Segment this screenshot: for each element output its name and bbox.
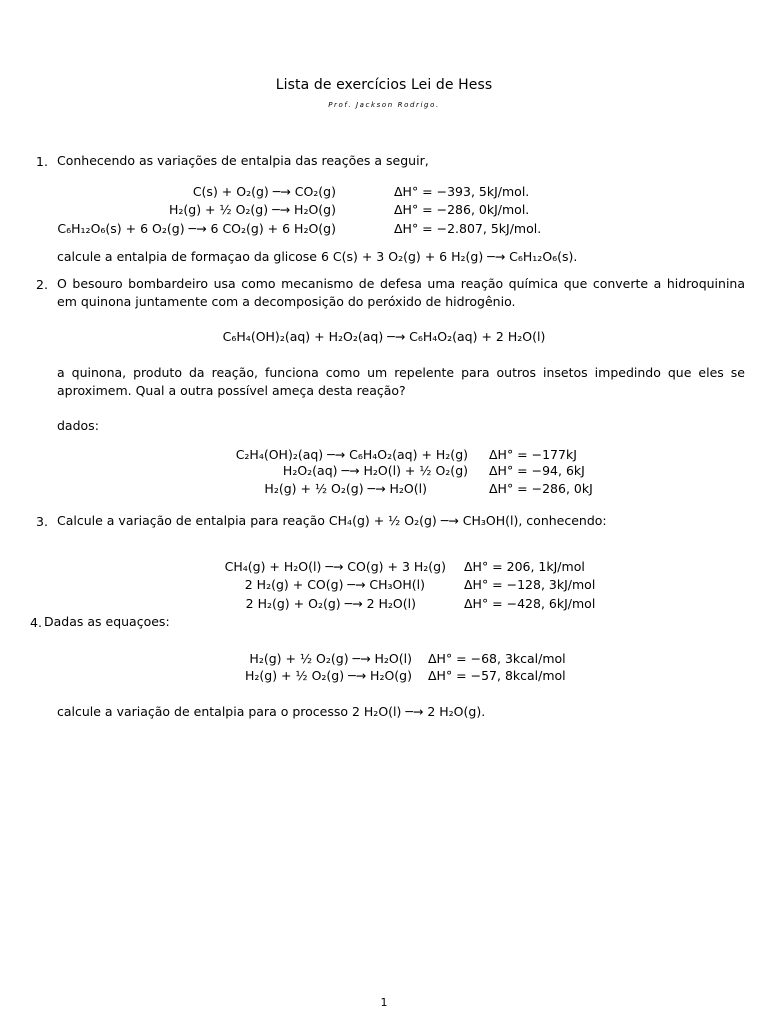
question-3-intro: Calcule a variação de entalpia para reação CH₄(g) + ½ O₂(g) ─→ CH₃OH(l), conhecendo: [57, 513, 607, 528]
page-number: 1 [380, 996, 388, 1009]
q1-enthalpy-1: ΔH° = −393, 5kJ/mol. [394, 184, 530, 199]
q3-reaction-1: CH₄(g) + H₂O(l) ─→ CO(g) + 3 H₂(g) [224, 559, 446, 574]
q2-enthalpy-3: ΔH° = −286, 0kJ [489, 481, 593, 496]
q1-enthalpy-3: ΔH° = −2.807, 5kJ/mol. [394, 221, 542, 236]
q1-reaction-1: C(s) + O₂(g) ─→ CO₂(g) [192, 184, 336, 199]
q3-enthalpy-1: ΔH° = 206, 1kJ/mol [464, 559, 585, 574]
q3-reaction-2: 2 H₂(g) + CO(g) ─→ CH₃OH(l) [244, 577, 425, 592]
question-4-question: calcule a variação de entalpia para o processo 2 H₂O(l) ─→ 2 H₂O(g). [57, 704, 486, 719]
q2-main-reaction: C₆H₄(OH)₂(aq) + H₂O₂(aq) ─→ C₆H₄O₂(aq) + 2 H₂O(l) [222, 329, 546, 344]
question-1-question: calcule a entalpia de formaçao da glicose 6 C(s) + 3 O₂(g) + 6 H₂(g) ─→ C₆H₁₂O₆(s). [57, 249, 578, 264]
q4-reaction-2: H₂(g) + ½ O₂(g) ─→ H₂O(g) [244, 668, 412, 683]
question-3-number: 3. [36, 514, 48, 529]
q2-reaction-2: H₂O₂(aq) ─→ H₂O(l) + ½ O₂(g) [282, 463, 468, 478]
q2-reaction-3: H₂(g) + ½ O₂(g) ─→ H₂O(l) [264, 481, 427, 496]
q1-reaction-3: C₆H₁₂O₆(s) + 6 O₂(g) ─→ 6 CO₂(g) + 6 H₂O(g) [57, 221, 336, 236]
q3-reaction-3: 2 H₂(g) + O₂(g) ─→ 2 H₂O(l) [245, 596, 416, 611]
question-4-number: 4. [30, 615, 42, 630]
q2-data-label: dados: [57, 418, 99, 433]
author-line: Prof. Jackson Rodrigo. [328, 101, 440, 109]
q2-enthalpy-2: ΔH° = −94, 6kJ [489, 463, 585, 478]
question-2-text: a quinona, produto da reação, funciona como um repelente para outros insetos impedindo que eles se aproximem. Qual a outra possível ameça desta reação? [57, 365, 745, 398]
page-title: Lista de exercícios Lei de Hess [275, 77, 493, 93]
q2-reaction-1: C₂H₄(OH)₂(aq) ─→ C₆H₄O₂(aq) + H₂(g) [235, 447, 468, 462]
q3-enthalpy-3: ΔH° = −428, 6kJ/mol [464, 596, 596, 611]
q4-enthalpy-1: ΔH° = −68, 3kcal/mol [428, 651, 566, 666]
question-1-intro: Conhecendo as variações de entalpia das reações a seguir, [57, 153, 429, 168]
q4-reaction-1: H₂(g) + ½ O₂(g) ─→ H₂O(l) [249, 651, 412, 666]
q3-enthalpy-2: ΔH° = −128, 3kJ/mol [464, 577, 596, 592]
question-1-number: 1. [36, 154, 48, 169]
q4-enthalpy-2: ΔH° = −57, 8kcal/mol [428, 668, 566, 683]
q1-enthalpy-2: ΔH° = −286, 0kJ/mol. [394, 202, 530, 217]
question-2-number: 2. [36, 277, 48, 292]
q1-reaction-2: H₂(g) + ½ O₂(g) ─→ H₂O(g) [168, 202, 336, 217]
q2-enthalpy-1: ΔH° = −177kJ [489, 447, 577, 462]
question-2-intro: O besouro bombardeiro usa como mecanismo de defesa uma reação química que converte a hidroquinina em quinona juntamente com a decomposição do peróxido de hidrogênio. [57, 276, 745, 309]
question-4-intro: Dadas as equaçoes: [44, 614, 170, 629]
